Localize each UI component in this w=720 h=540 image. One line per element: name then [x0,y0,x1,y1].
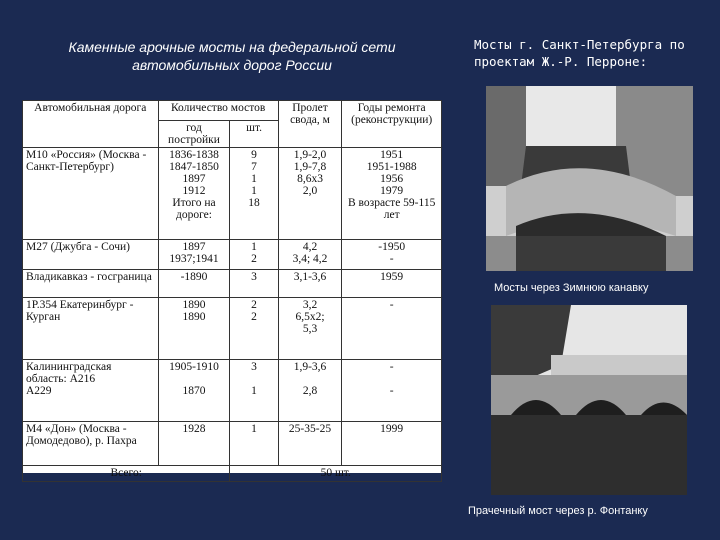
table-cell-years: 1928 [158,422,230,466]
table-cell-road: Владикавказ - госграница [23,270,159,298]
header-count: Количество мостов [158,101,278,121]
table-cell-pcs: 3 1 [230,360,278,422]
bridges-table [22,100,442,479]
caption-photo2: Прачечный мост через р. Фонтанку [468,505,648,517]
header-year-built: год постройки [158,121,230,148]
table-cell-road: М4 «Дон» (Москва - Домодедово), р. Пахра [23,422,159,466]
table-cell-years: 1836-1838 1847-1850 1897 1912 Итого на дороге: [158,148,230,240]
table-cell-repair: 1999 [342,422,442,466]
header-span: Пролет свода, м [278,101,342,148]
table-cell-span: 25-35-25 [278,422,342,466]
table-cell-years: 1890 1890 [158,298,230,360]
table-row [23,240,442,270]
table-cell-years: 1905-1910 1870 [158,360,230,422]
table-cell-repair: 1951 1951-1988 1956 1979 В возрасте 59-115 лет [342,148,442,240]
table-cell-repair: - [342,298,442,360]
photo-prachechny-bridge [491,305,687,495]
table-cell-span: 4,2 3,4; 4,2 [278,240,342,270]
table-row [23,270,442,298]
table-cell-road: М27 (Джубга - Сочи) [23,240,159,270]
table-cell-span: 3,1-3,6 [278,270,342,298]
header-repair: Годы ремонта (реконструкции) [342,101,442,148]
table-cell-span: 1,9-2,0 1,9-7,8 8,6x3 2,0 [278,148,342,240]
header-pcs: шт. [230,121,278,148]
total-label: Всего: [23,466,230,482]
caption-photo1: Мосты через Зимнюю канавку [494,282,649,294]
table-cell-pcs: 1 2 [230,240,278,270]
total-value: 50 шт. [230,466,442,482]
table-cell-pcs: 2 2 [230,298,278,360]
left-title: Каменные арочные мосты на федеральной сети автомобильных дорог России [68,39,396,73]
table-cell-years: 1897 1937;1941 [158,240,230,270]
header-road: Автомобильная дорога [23,101,159,148]
table-row [23,360,442,422]
photo-winter-canal-bridges [486,86,693,271]
table-cell-road: 1Р.354 Екатеринбург - Курган [23,298,159,360]
table-cell-road: М10 «Россия» (Москва - Санкт-Петербург) [23,148,159,240]
table-cell-repair: -1950 - [342,240,442,270]
table-cell-repair: - - [342,360,442,422]
table-cell-pcs: 3 [230,270,278,298]
table-cell-repair: 1959 [342,270,442,298]
table-cell-span: 1,9-3,6 2,8 [278,360,342,422]
table-row [23,148,442,240]
table-body [23,148,442,466]
table-cell-pcs: 9 7 1 1 18 [230,148,278,240]
table-row [23,422,442,466]
table-row [23,298,442,360]
right-title: Мосты г. Санкт-Петербурга по проектам Ж.-Р. Перроне: [474,37,685,69]
table-cell-pcs: 1 [230,422,278,466]
table-cell-road: Калининградская область: А216 А229 [23,360,159,422]
table-cell-span: 3,2 6,5x2; 5,3 [278,298,342,360]
table-cell-years: -1890 [158,270,230,298]
